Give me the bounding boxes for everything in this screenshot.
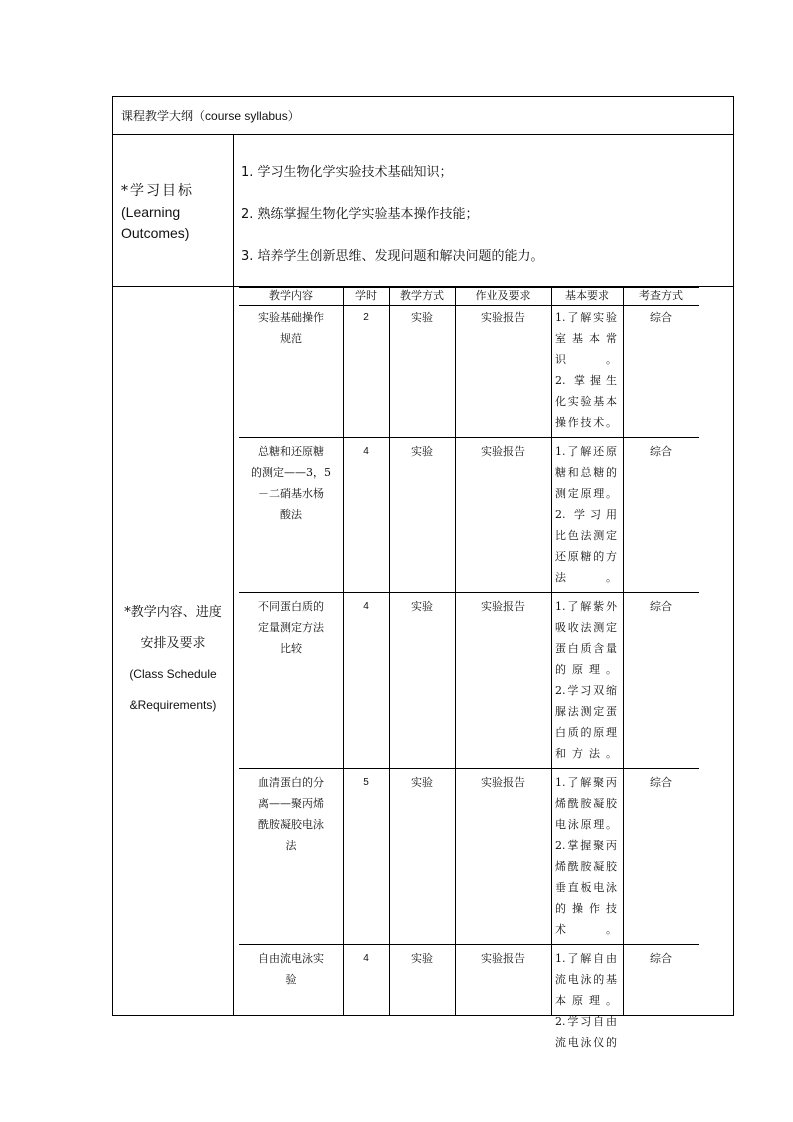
class-schedule-label: *教学内容、进度 安排及要求 (Class Schedule &Requirements) [124,605,222,712]
column-divider [455,287,456,1016]
learning-outcome-item: 3. 培养学生创新思维、发现问题和解决问题的能力。 [241,249,544,264]
cell-assessment: 综合 [650,600,672,613]
cell-requirements: 1.了解聚丙 烯酰胺凝胶 电泳原理。 2.掌握聚丙 烯酰胺凝胶 垂直板电泳 的 操 作 技 术。 [555,776,617,936]
cell-homework: 实验报告 [481,445,525,458]
column-divider [389,287,390,1016]
cell-requirements: 1.了解紫外 吸收法测定 蛋白质含量 的原理。 2.学习双缩 脲法测定蛋 白质的原理 和方法。 [555,600,617,760]
cell-hours: 4 [363,601,369,612]
row-divider [239,944,699,945]
cell-content: 自由流电泳实 验 [258,952,324,986]
row-divider [113,134,733,135]
cell-assessment: 综合 [650,311,672,324]
cell-method: 实验 [411,600,433,613]
column-divider [551,287,552,1016]
column-divider [233,134,234,1016]
cell-content: 实验基础操作 规范 [258,311,324,345]
cell-requirements: 1.了解实验 室 基 本 常 识。 2. 掌握生 化实验基本 操作技术。 [555,311,617,429]
header-homework: 作业及要求 [475,289,531,302]
cell-homework: 实验报告 [481,311,525,324]
cell-homework: 实验报告 [481,600,525,613]
cell-hours: 4 [363,446,369,457]
cell-content: 血清蛋白的分 离——聚丙烯 酰胺凝胶电泳 法 [258,776,324,852]
cell-hours: 4 [363,953,369,964]
row-divider [239,437,699,438]
cell-hours: 5 [363,777,369,788]
cell-requirements: 1.了解还原 糖和总糖的 测定原理。 2. 学习用 比色法测定 还原糖的方 法。 [555,445,617,584]
table-top-border [239,287,699,288]
row-divider [239,768,699,769]
cell-assessment: 综合 [650,952,672,965]
header-content: 教学内容 [269,289,313,302]
cell-homework: 实验报告 [481,952,525,965]
learning-outcome-item: 2. 熟练掌握生物化学实验基本操作技能； [241,207,479,222]
header-method: 教学方式 [400,289,444,302]
row-divider [239,592,699,593]
cell-assessment: 综合 [650,445,672,458]
syllabus-table [112,96,734,1049]
cell-method: 实验 [411,952,433,965]
syllabus-title: 课程教学大纲（course syllabus） [121,109,300,123]
cell-content: 总糖和还原糖 的测定——3，5 －二硝基水杨 酸法 [251,445,331,521]
header-assessment: 考查方式 [639,289,683,302]
cell-hours: 2 [363,312,369,323]
cell-homework: 实验报告 [481,776,525,789]
learning-outcome-item: 1. 学习生物化学实验技术基础知识； [241,165,453,180]
header-divider [239,305,699,306]
cell-method: 实验 [411,445,433,458]
cell-content: 不同蛋白质的 定量测定方法 比较 [258,600,324,655]
cell-method: 实验 [411,776,433,789]
cell-method: 实验 [411,311,433,324]
cell-assessment: 综合 [650,776,672,789]
header-hours: 学时 [355,289,377,302]
column-divider [343,287,344,1016]
cell-requirements: 1.了解自由 流电泳的基 本原理。 2.学习自由 流电泳仪的 [555,952,617,1049]
header-requirements: 基本要求 [565,289,609,302]
column-divider [623,287,624,1016]
learning-outcomes-label: *学习目标 (Learning Outcomes) [121,183,194,241]
